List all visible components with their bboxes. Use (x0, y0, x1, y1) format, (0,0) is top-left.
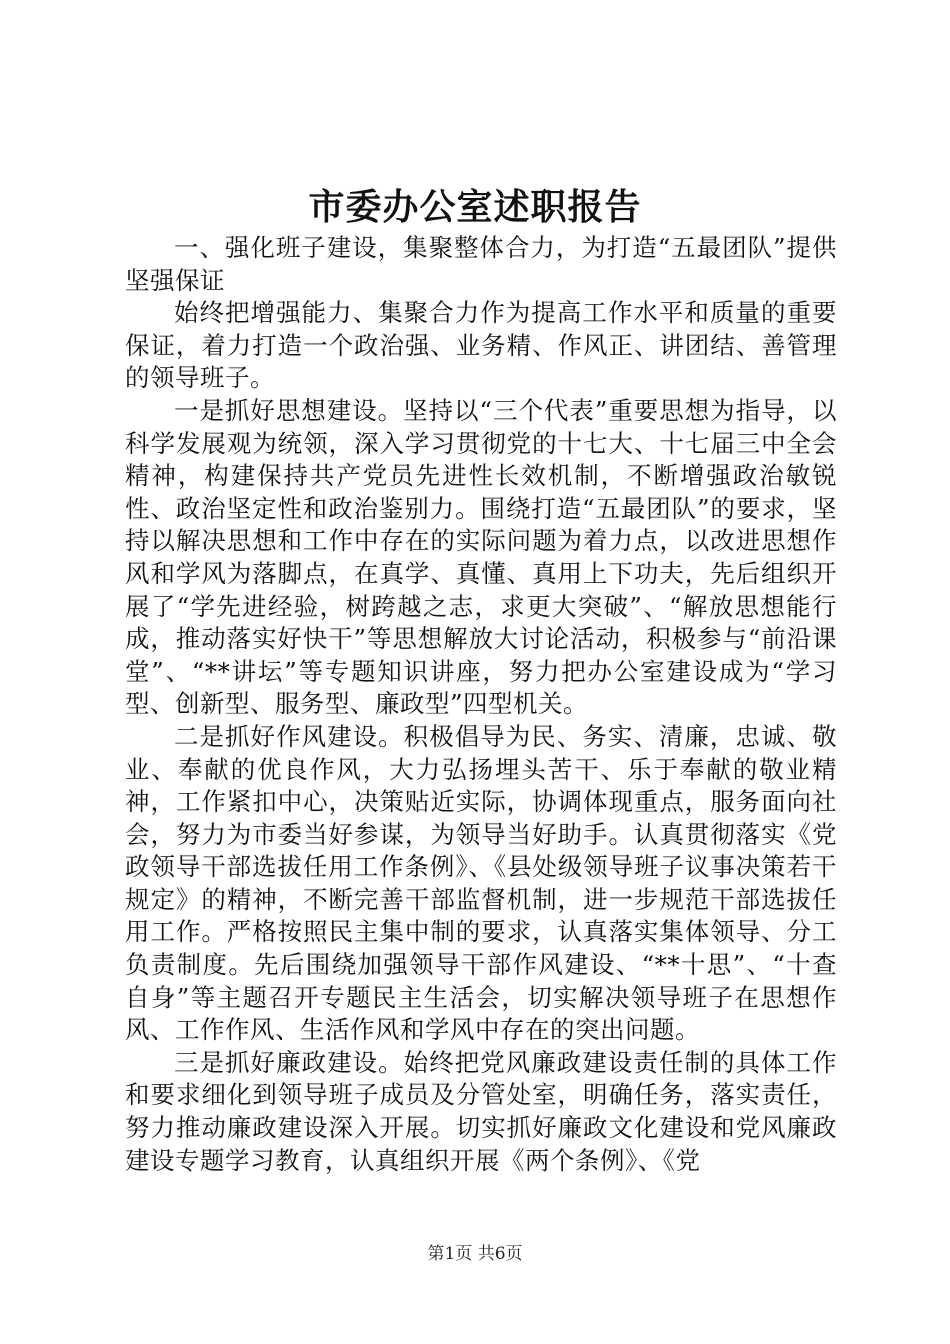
body-paragraph: 二是抓好作风建设。积极倡导为民、务实、清廉，忠诚、敬业、奉献的优良作风，大力弘扬埋头苦干、乐于奉献的敬业精神，工作紧扣中心，决策贴近实际，协调体现重点，服务面向社会，努力为市委当好参谋，为领导当好助手。认真贯彻落实《党政领导干部选拔任用工作条例》、《县处级领导班子议事决策若干规定》的精神，不断完善干部监督机制，进一步规范干部选拔任用工作。严格按照民主集中制的要求，认真落实集体领导、分工负责制度。先后围绕加强领导干部作风建设、“**十思”、“十查自身”等主题召开专题民主生活会，切实解决领导班子在思想作风、工作作风、生活作风和学风中存在的突出问题。 (125, 721, 837, 1045)
page-number-footer: 第1页 共6页 (427, 1244, 523, 1264)
section-heading: 一、强化班子建设，集聚整体合力，为打造“五最团队”提供坚强保证 (125, 233, 837, 295)
document-body (125, 232, 837, 1177)
document-title: 市委办公室述职报告 (308, 186, 642, 228)
body-paragraph: 一是抓好思想建设。坚持以“三个代表”重要思想为指导，以科学发展观为统领，深入学习贯彻党的十七大、十七届三中全会精神，构建保持共产党员先进性长效机制，不断增强政治敏锐性、政治坚定性和政治鉴别力。围绕打造“五最团队”的要求，坚持以解决思想和工作中存在的实际问题为着力点，以改进思想作风和学风为落脚点，在真学、真懂、真用上下功夫，先后组织开展了“学先进经验，树跨越之志，求更大突破”、“解放思想能行成，推动落实好快干”等思想解放大讨论活动，积极参与“前沿课堂”、“**讲坛”等专题知识讲座，努力把办公室建设成为“学习型、创新型、服务型、廉政型”四型机关。 (125, 395, 837, 719)
body-paragraph: 始终把增强能力、集聚合力作为提高工作水平和质量的重要保证，着力打造一个政治强、业务精、作风正、讲团结、善管理的领导班子。 (125, 298, 837, 393)
body-paragraph: 三是抓好廉政建设。始终把党风廉政建设责任制的具体工作和要求细化到领导班子成员及分管处室，明确任务，落实责任，努力推动廉政建设深入开展。切实抓好廉政文化建设和党风廉政建设专题学习教育，认真组织开展《两个条例》、《党 (125, 1047, 837, 1175)
